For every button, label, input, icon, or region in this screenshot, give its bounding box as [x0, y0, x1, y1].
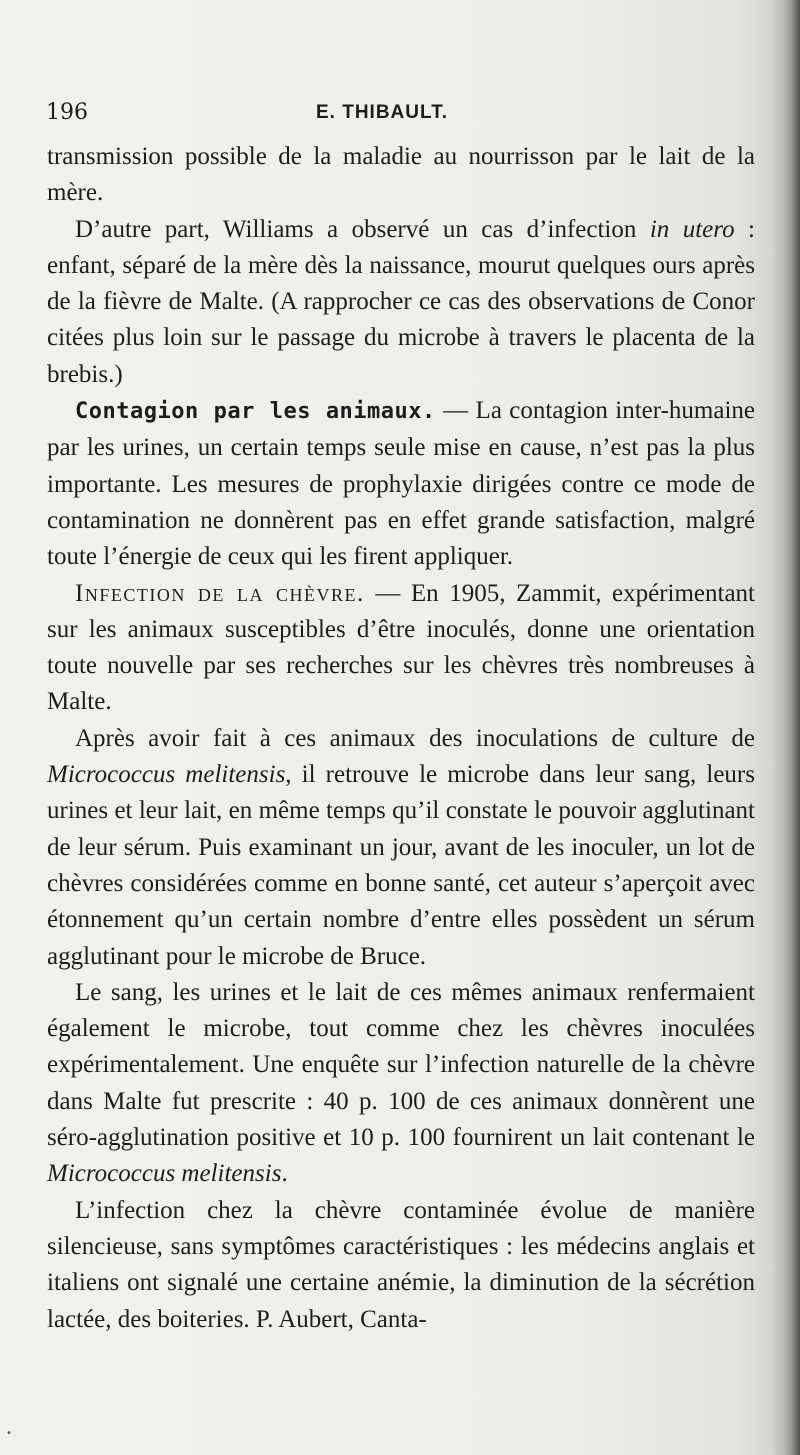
paragraph-williams [47, 212, 755, 393]
paragraph-text: D’autre part, Williams a observé un cas d’infection [75, 215, 650, 243]
section-heading: Contagion par les animaux. [75, 399, 436, 425]
margin-mark: • [6, 1428, 12, 1439]
italic-term: Micrococcus melitensis [47, 761, 286, 789]
paragraph-transmission [47, 139, 755, 212]
paragraph-text: — La contagion inter-humaine par les urines, un certain temps seule mise en cause, n’est pas la plus importante. Les mesures de prophylaxie dirigées contre ce mode de contamination ne donnèrent pas en effet grande satisfaction, malgré toute l’énergie de ceux qui les firent appliquer. [47, 397, 755, 571]
paragraph-evolution [47, 1193, 755, 1338]
paragraph-inoculations [47, 721, 755, 975]
paragraph-text: . [281, 1160, 288, 1188]
italic-term: in utero [649, 215, 735, 243]
paragraph-infection-chevre [47, 576, 755, 721]
paragraph-enquete [47, 975, 755, 1193]
page-header [46, 100, 756, 134]
paragraph-contagion-animaux [47, 393, 755, 575]
paragraph-text: , il retrouve le microbe dans leur sang, leurs urines et leur lait, en même temps qu’il constate le pouvoir agglutinant de leur sérum. Puis examinant un jour, avant de les inoculer, un lot de chèvres considérées comme en bonne santé, cet auteur s’aperçoit avec étonnement qu’un certain nombre d’entre elles possèdent un sérum agglutinant pour le microbe de Bruce. [47, 761, 755, 970]
section-heading: Infection de la chèvre. [75, 579, 365, 607]
body-text [47, 139, 755, 1338]
italic-term: Micrococcus melitensis [47, 1160, 282, 1188]
running-head: E. THIBAULT. [316, 102, 448, 123]
paragraph-text: Après avoir fait à ces animaux des inoculations de culture de [75, 724, 755, 752]
paragraph-text: Le sang, les urines et le lait de ces mêmes animaux renfermaient également le microbe, tout comme chez les chèvres inoculées expérimentalement. Une enquête sur l’infection naturelle de la chèvre dans Malte fut prescrite : 40 p. 100 de ces animaux donnèrent une séro-agglutination positive et 10 p. 100 fournirent un lait contenant le [47, 978, 755, 1152]
paragraph-text: L’infection chez la chèvre contaminée évolue de manière silencieuse, sans symptômes caractéristiques : les médecins anglais et italiens ont signalé une certaine anémie, la diminution de la sécrétion lactée, des boiteries. P. Aubert, Canta- [47, 1196, 755, 1333]
paragraph-text: : enfant, séparé de la mère dès la naissance, mourut quelques ours après de la fièvre de Malte. (A rapprocher ce cas des observations de Conor citées plus loin sur le passage du microbe à travers le placenta de la brebis.) [47, 215, 756, 388]
paragraph-text: transmission possible de la maladie au nourrisson par le lait de la mère. [47, 143, 755, 207]
paragraph-text: — En 1905, Zammit, expérimentant sur les animaux susceptibles d’être inoculés, donne une orientation toute nouvelle par ses recherches sur les chèvres très nombreuses à Malte. [47, 579, 756, 716]
page-number: 196 [46, 100, 88, 125]
